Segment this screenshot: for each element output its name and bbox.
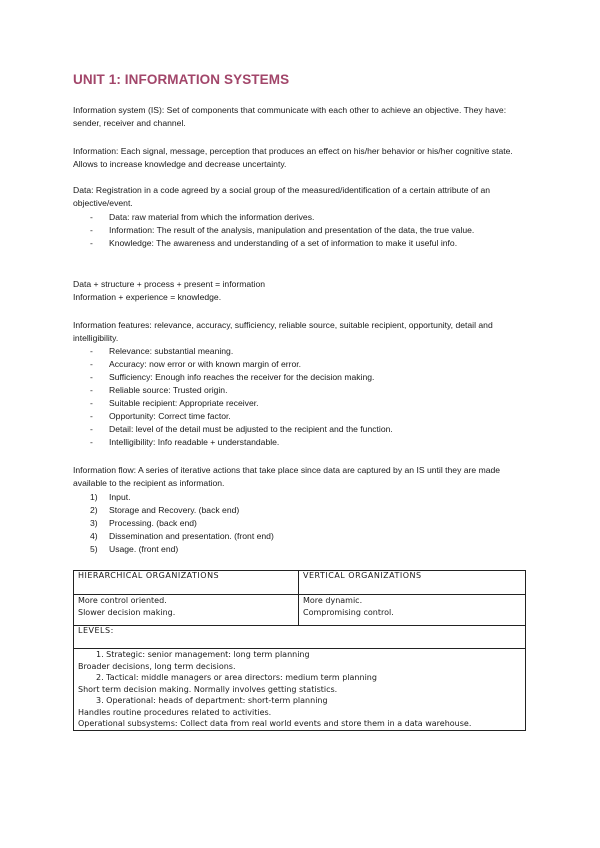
level-tactical: 2. Tactical: middle managers or area directors: medium term planning: [96, 673, 377, 682]
header-hierarchical: HIERARCHICAL ORGANIZATIONS: [74, 571, 299, 595]
paragraph-information-system: Information system (IS): Set of components that communicate with each other to achieve an objective. They have: sender, receiver and channel.: [73, 105, 507, 128]
paragraph-features: Information features: relevance, accuracy, sufficiency, reliable source, suitable recipient, opportunity, detail and intelligibility.: [73, 320, 493, 343]
list-item: - Relevance: substantial meaning.: [73, 345, 528, 358]
list-item: 1) Input.: [90, 492, 131, 502]
flow-list: [73, 491, 528, 556]
list-item: 2) Storage and Recovery. (back end): [90, 505, 240, 515]
level-tactical-desc: Short term decision making. Normally involves getting statistics.: [78, 684, 338, 694]
list-item: - Opportunity: Correct time factor.: [73, 410, 528, 423]
organizations-table: [73, 570, 526, 731]
list-item: - Suitable recipient: Appropriate receiver.: [73, 397, 528, 410]
level-operational-desc: Handles routine procedures related to activities.: [78, 707, 272, 717]
features-list: [73, 345, 528, 449]
operational-subsystems: Operational subsystems: Collect data from real world events and store them in a data warehouse.: [78, 719, 472, 728]
list-item: 3) Processing. (back end): [90, 518, 197, 528]
equation-information: Data + structure + process + present = information: [73, 279, 266, 289]
list-item: - Reliable source: Trusted origin.: [73, 384, 528, 397]
list-item: - Intelligibility: Info readable + understandable.: [73, 436, 528, 449]
list-item: 5) Usage. (front end): [90, 544, 179, 554]
paragraph-information-flow: Information flow: A series of iterative actions that take place since data are captured by an IS until they are made available to the recipient as information.: [73, 465, 501, 488]
data-list: [73, 211, 528, 250]
equation-knowledge: Information + experience = knowledge.: [73, 292, 222, 302]
level-operational: 3. Operational: heads of department: short-term planning: [96, 696, 328, 705]
header-vertical: VERTICAL ORGANIZATIONS: [299, 571, 526, 595]
levels-content: [74, 649, 526, 731]
hierarchical-traits: More control oriented. Slower decision making.: [74, 595, 299, 626]
list-item: - Information: The result of the analysis, manipulation and presentation of the data, the true value.: [73, 224, 528, 237]
list-item: - Knowledge: The awareness and understanding of a set of information to make it useful info.: [73, 237, 528, 250]
paragraph-information: Information: Each signal, message, perception that produces an effect on his/her behavior or his/her cognitive state. Allows to increase knowledge and decrease uncertainty.: [73, 146, 513, 169]
level-strategic: 1. Strategic: senior management: long term planning: [96, 650, 310, 659]
list-item: - Accuracy: now error or with known margin of error.: [73, 358, 528, 371]
list-item: - Data: raw material from which the information derives.: [73, 211, 528, 224]
list-item: 4) Dissemination and presentation. (front end): [90, 531, 274, 541]
levels-header: LEVELS:: [74, 626, 526, 649]
list-item: - Sufficiency: Enough info reaches the receiver for the decision making.: [73, 371, 528, 384]
paragraph-data: Data: Registration in a code agreed by a social group of the measured/identification of a certain attribute of an objective/event.: [73, 185, 491, 208]
level-strategic-desc: Broader decisions, long term decisions.: [78, 661, 236, 671]
vertical-traits: More dynamic. Compromising control.: [299, 595, 526, 626]
list-item: - Detail: level of the detail must be adjusted to the recipient and the function.: [73, 423, 528, 436]
page-title: UNIT 1: INFORMATION SYSTEMS: [73, 72, 290, 87]
